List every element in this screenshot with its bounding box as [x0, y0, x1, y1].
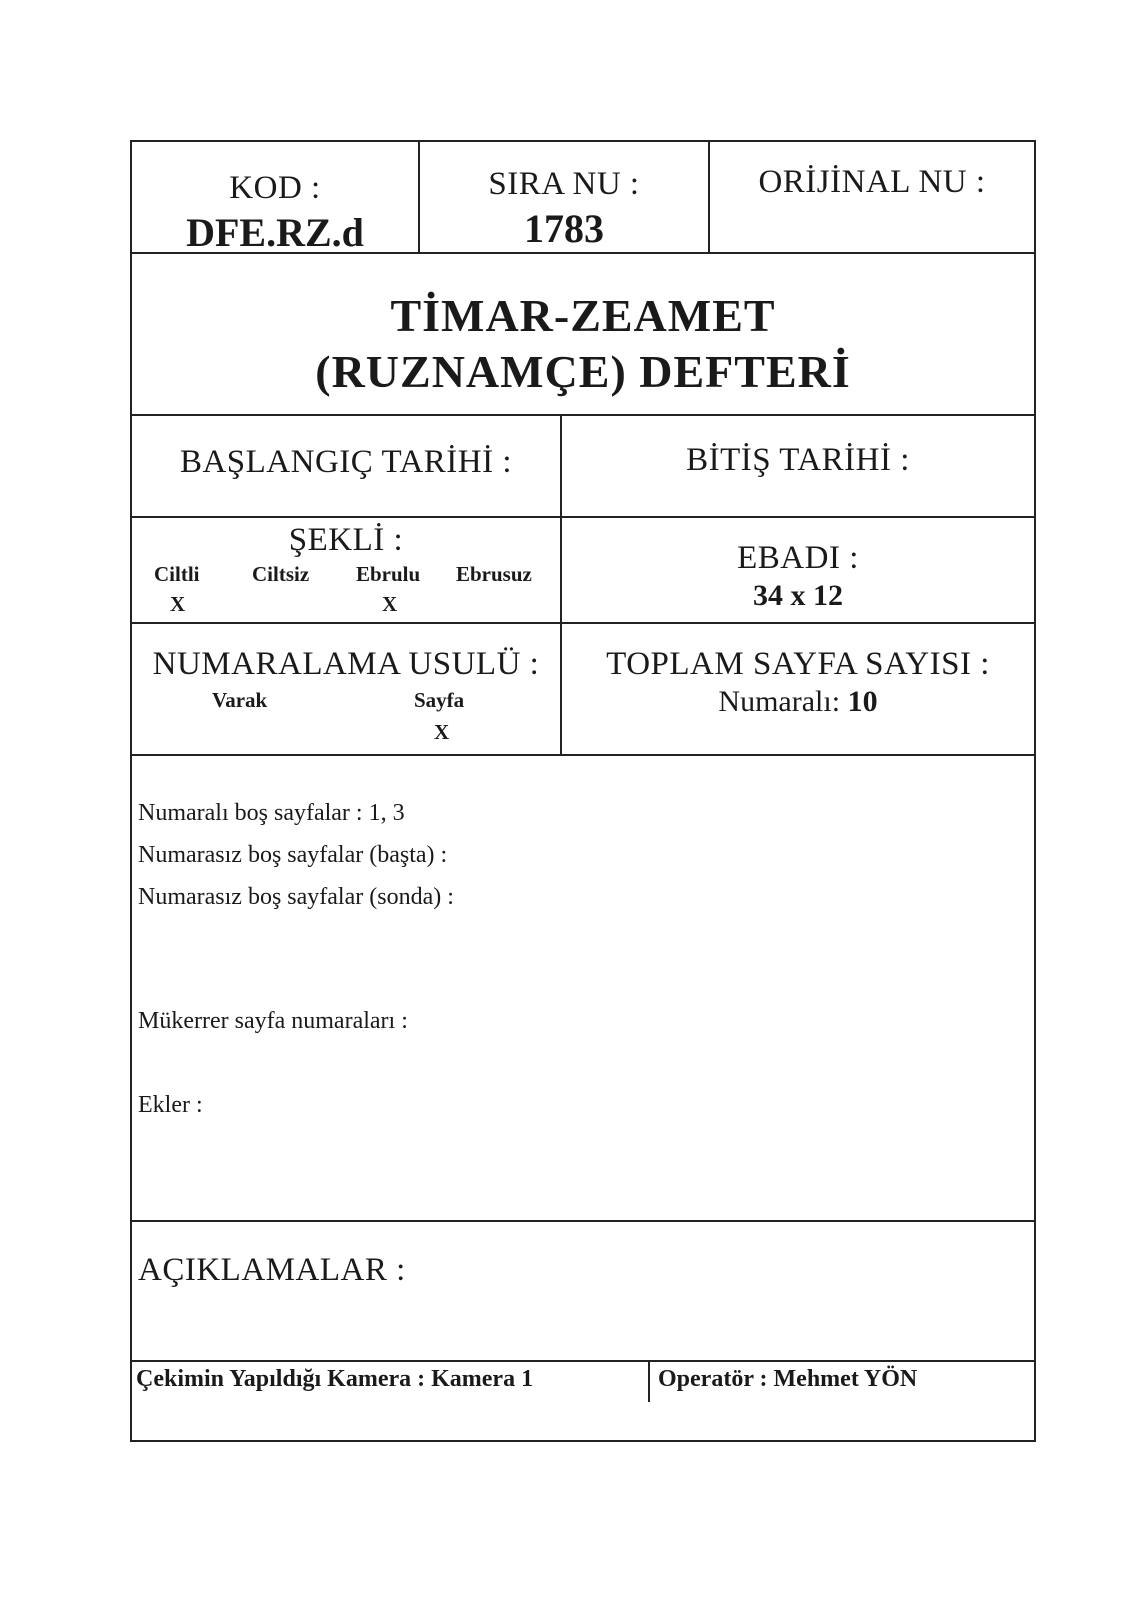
dates-row — [132, 416, 1034, 518]
attachments: Ekler : — [138, 1092, 203, 1118]
page-count-numbered-value: 10 — [847, 685, 878, 718]
numbering-cell — [132, 624, 562, 754]
unnumbered-blank-pages-start: Numarasız boş sayfalar (başta) : — [138, 842, 448, 868]
numbering-option-sayfa: Sayfa — [414, 688, 465, 712]
shape-mark-ebrulu: X — [382, 592, 398, 616]
shape-option-ciltsiz: Ciltsiz — [252, 562, 310, 586]
start-date-cell — [132, 416, 562, 516]
sira-cell — [420, 142, 710, 252]
shape-option-ebrulu: Ebrulu — [356, 562, 421, 586]
page-count-numbered — [562, 685, 1034, 719]
operator-info: Operatör : Mehmet YÖN — [658, 1366, 918, 1392]
page-count-numbered-label: Numaralı: — [718, 685, 841, 718]
notes-row — [132, 1222, 1034, 1362]
catalog-form — [130, 140, 1036, 1442]
orijinal-label: ORİJİNAL NU : — [758, 164, 986, 200]
shape-option-ciltli: Ciltli — [154, 562, 200, 586]
sira-label: SIRA NU : — [488, 166, 640, 202]
shape-cell — [132, 518, 562, 622]
shape-label: ŞEKLİ : — [288, 522, 404, 558]
end-date-label: BİTİŞ TARİHİ : — [686, 442, 910, 478]
kod-cell — [132, 142, 420, 255]
camera-cell — [132, 1362, 650, 1402]
dimensions-label: EBADI : — [737, 540, 859, 576]
kod-label: KOD : — [229, 170, 321, 206]
dimensions-cell — [562, 518, 1034, 622]
title-row — [132, 254, 1034, 416]
orijinal-cell — [710, 142, 1034, 252]
unnumbered-blank-pages-end: Numarasız boş sayfalar (sonda) : — [138, 884, 454, 910]
kod-value: DFE.RZ.d — [186, 210, 364, 255]
end-date-cell — [562, 416, 1034, 516]
numbering-mark-sayfa: X — [434, 720, 450, 744]
numbering-label: NUMARALAMA USULÜ : — [152, 646, 540, 682]
page-count-label: TOPLAM SAYFA SAYISI : — [606, 646, 990, 682]
camera-info: Çekimin Yapıldığı Kamera : Kamera 1 — [136, 1366, 534, 1392]
document-title-line2: (RUZNAMÇE) DEFTERİ — [315, 346, 851, 397]
numbering-row — [132, 624, 1034, 756]
sira-value: 1783 — [524, 206, 604, 251]
footer-row — [132, 1362, 1034, 1440]
notes-label: AÇIKLAMALAR : — [138, 1252, 406, 1288]
shape-option-ebrusuz: Ebrusuz — [456, 562, 532, 586]
details-row — [132, 756, 1034, 1222]
start-date-label: BAŞLANGIÇ TARİHİ : — [179, 444, 513, 480]
dimensions-value: 34 x 12 — [753, 579, 843, 612]
title-cell — [132, 254, 1034, 414]
numbering-option-varak: Varak — [212, 688, 268, 712]
shape-row — [132, 518, 1034, 624]
document-title-line1: TİMAR-ZEAMET — [390, 290, 776, 341]
operator-cell — [650, 1362, 1034, 1402]
duplicate-page-numbers: Mükerrer sayfa numaraları : — [138, 1008, 408, 1034]
shape-mark-ciltli: X — [170, 592, 186, 616]
header-row — [132, 142, 1034, 254]
numbered-blank-pages: Numaralı boş sayfalar : 1, 3 — [138, 800, 405, 826]
page-count-cell — [562, 624, 1034, 754]
